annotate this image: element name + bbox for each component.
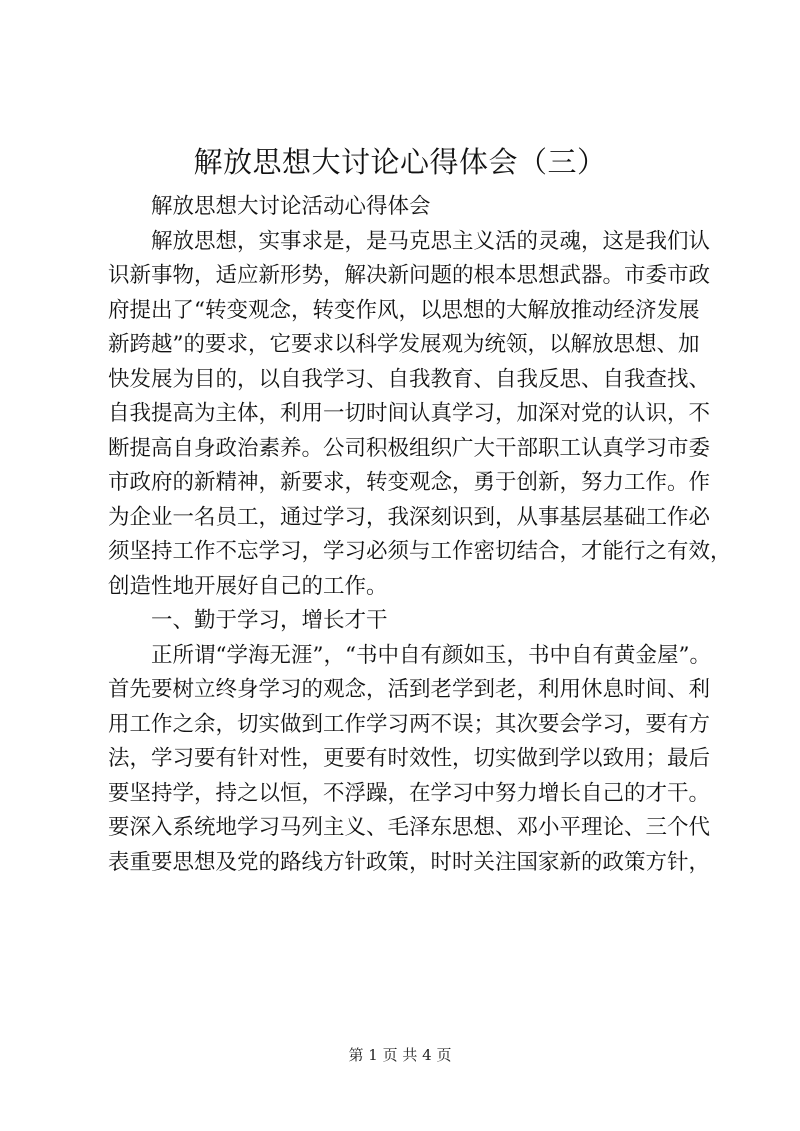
paragraph-line: 正所谓“学海无涯”，“书中自有颜如玉，书中自有黄金屋”。 bbox=[151, 642, 711, 668]
paragraph-line: 首先要树立终身学习的观念，活到老学到老，利用休息时间、利 bbox=[108, 677, 711, 702]
document-body bbox=[108, 190, 732, 880]
paragraph-line: 要深入系统地学习马列主义、毛泽东思想、邓小平理论、三个代 bbox=[108, 815, 711, 840]
paragraph-line: 快发展为目的，以自我学习、自我教育、自我反思、自我查找、 bbox=[108, 366, 711, 392]
paragraph-line: 用工作之余，切实做到工作学习两不误；其次要会学习，要有方 bbox=[108, 711, 711, 737]
paragraph-line: 法，学习要有针对性，更要有时效性，切实做到学以致用；最后 bbox=[108, 746, 711, 771]
paragraph-line: 创造性地开展好自己的工作。 bbox=[108, 573, 388, 599]
subtitle-line: 解放思想大讨论活动心得体会 bbox=[151, 194, 431, 219]
paragraph-line: 要坚持学，持之以恒，不浮躁，在学习中努力增长自己的才干。 bbox=[108, 780, 711, 806]
page-number: 第 1 页 共 4 页 bbox=[348, 1046, 452, 1064]
paragraph-line: 自我提高为主体，利用一切时间认真学习，加深对党的认识，不 bbox=[108, 401, 711, 426]
paragraph-line: 为企业一名员工，通过学习，我深刻识到，从事基层基础工作必 bbox=[108, 504, 711, 530]
paragraph-line: 断提高自身政治素养。公司积极组织广大干部职工认真学习市委 bbox=[108, 435, 711, 461]
paragraph-line: 新跨越”的要求，它要求以科学发展观为统领，以解放思想、加 bbox=[108, 332, 700, 357]
section-heading: 一、勤于学习，增长才干 bbox=[151, 608, 388, 633]
paragraph-line: 识新事物，适应新形势，解决新问题的根本思想武器。市委市政 bbox=[108, 263, 711, 288]
paragraph-line: 解放思想，实事求是，是马克思主义活的灵魂，这是我们认 bbox=[151, 228, 711, 254]
paragraph-line: 表重要思想及党的路线方针政策，时时关注国家新的政策方针， bbox=[108, 849, 711, 875]
document-title: 解放思想大讨论心得体会（三） bbox=[193, 145, 607, 179]
paragraph-line: 须坚持工作不忘学习，学习必须与工作密切结合，才能行之有效， bbox=[108, 539, 732, 564]
paragraph-line: 府提出了“转变观念，转变作风，以思想的大解放推动经济发展 bbox=[108, 297, 700, 323]
paragraph-line: 市政府的新精神，新要求，转变观念，勇于创新，努力工作。作 bbox=[108, 470, 711, 495]
